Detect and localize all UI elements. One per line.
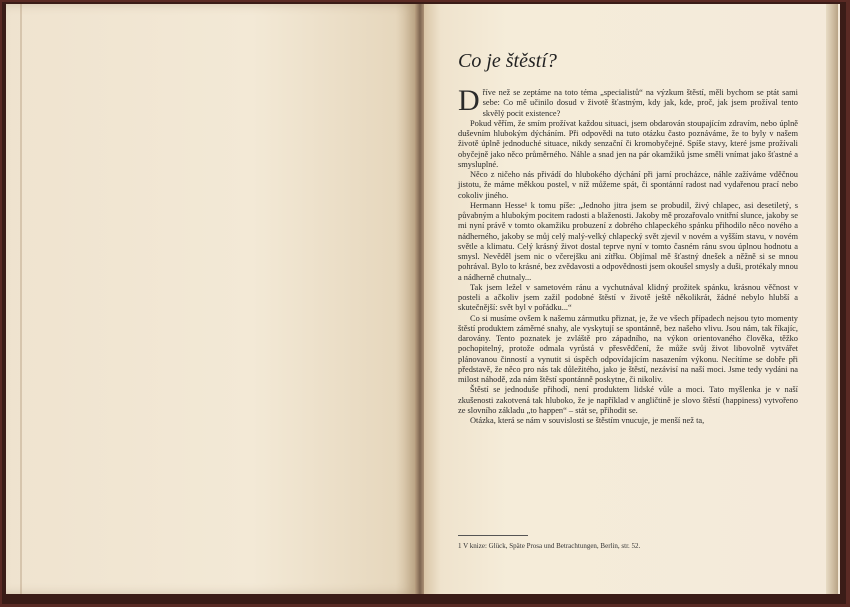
paragraph-3: Něco z ničeho nás přivádí do hlubokého dýchání při jarní procházce, náhle zažíváme vděčnou jistotu, že máme měkkou postel, v níž můžeme spát, či spontánní radost nad vydařenou prací nebo cokoliv jiného. xyxy=(458,170,798,200)
paragraph-2: Pokud věřím, že smím prožívat každou situaci, jsem obdarován stoupajícím zdravím, nebo úplně duševním hlubokým dýcháním. Při odpovědi na tuto otázku často poznáváme, že to byly v našem životě úplně jednoduché situace, nikdy senzační či kromobyčejné. Spíše stavy, které jsme prožívali obyčejně jako něco průměrného. Náhle a snad jen na pár okamžiků jsme směli vnímat jako šťastné a smysluplné. xyxy=(458,118,798,169)
paragraph-6: Co si musíme ovšem k našemu zármutku přiznat, je, že ve všech případech nejsou tyto momenty štěstí produktem záměrné snahy, ale vyskytují se spontánně, bez našeho vlivu. Jsou nám, tak říkajíc, darovány. Tento poznatek je zvláště pro západního, na výkon orientovaného člověka, těžko pochopitelný, protože odmala vyrůstá v přesvědčení, že může svůj život libovolně vytvářet plánovanou činností a vynutit si úspěch odpovídajícím nasazením výkonu. Necítíme se dobře při představě, že něco pro nás tak důležitého, jako je štěstí, nezávisí na naší moci. Jsme tedy vydáni na milost náhodě, zda nám štěstí spontánně poskytne, či nikoliv. xyxy=(458,313,798,384)
paragraph-4: Hermann Hesse¹ k tomu píše: „Jednoho jitra jsem se probudil, živý chlapec, asi desetiletý, s půvabným a hlubokým pocitem radosti a blaženosti. Jakoby mě prozařovalo vnitřní slunce, jakoby se mi nyní právě v tomto okamžiku probuzení z dobrého chlapeckého spánku přihodilo něco nového a nádherného, jakoby se můj celý malý-velký chlapecký svět zjevil v novém a vyšším stavu, v novém světle a klimatu. Celý krásný život dostal teprve nyní v tomto časném ránu svou úplnou hodnotu a smysl. Nevěděl jsem nic o včerejšku ani zítřku. Objímal mě šťastný dnešek a něžně si se mnou pohrával. Bylo to krásné, bez zvědavosti a odpovědnosti jsem okoušel smysly a duši, protékaly mnou a nádherně chutnaly... xyxy=(458,200,798,282)
paragraph-text: říve než se zeptáme na toto téma „specialistů“ na výzkum štěstí, měli bychom se ptát sami sebe: Co mě učinilo dosud v životě šťastným, kdy jak, kde, proč, jak jsem prožíval tento skvělý pocit existence? xyxy=(482,88,798,118)
paragraph-8: Otázka, která se nám v souvislosti se štěstím vnucuje, je menší než ta, xyxy=(470,416,705,425)
right-page-edge xyxy=(826,4,838,594)
drop-cap: D xyxy=(458,84,480,117)
paragraph-7: Štěstí se jednoduše přihodí, není produktem lidské vůle a moci. Tato myšlenka je v naší zkušenosti zakotvená tak hluboko, že je například v angličtině je slovo štěstí (happiness) vytvořeno ze slovního základu „to happen“ – stát se, přihodit se. xyxy=(458,385,798,415)
paragraph-1 xyxy=(458,84,798,119)
footnote-rule xyxy=(458,535,528,536)
left-page-edge xyxy=(20,4,22,594)
body-text xyxy=(458,84,798,426)
footnote: 1 V knize: Glück, Späte Prosa und Betrachtungen, Berlin, str. 52. xyxy=(458,542,641,550)
left-page-blank xyxy=(6,4,416,594)
chapter-heading: Co je štěstí? xyxy=(458,50,557,72)
paragraph-5: Tak jsem ležel v sametovém ránu a vychutnával klidný prožitek spánku, krásnou věčnost v posteli a ačkoliv jsem zažil podobné štěstí v životě ještě několikrát, žádné nebylo hlubší a skutečnější: svět byl v pořádku...“ xyxy=(458,282,798,313)
